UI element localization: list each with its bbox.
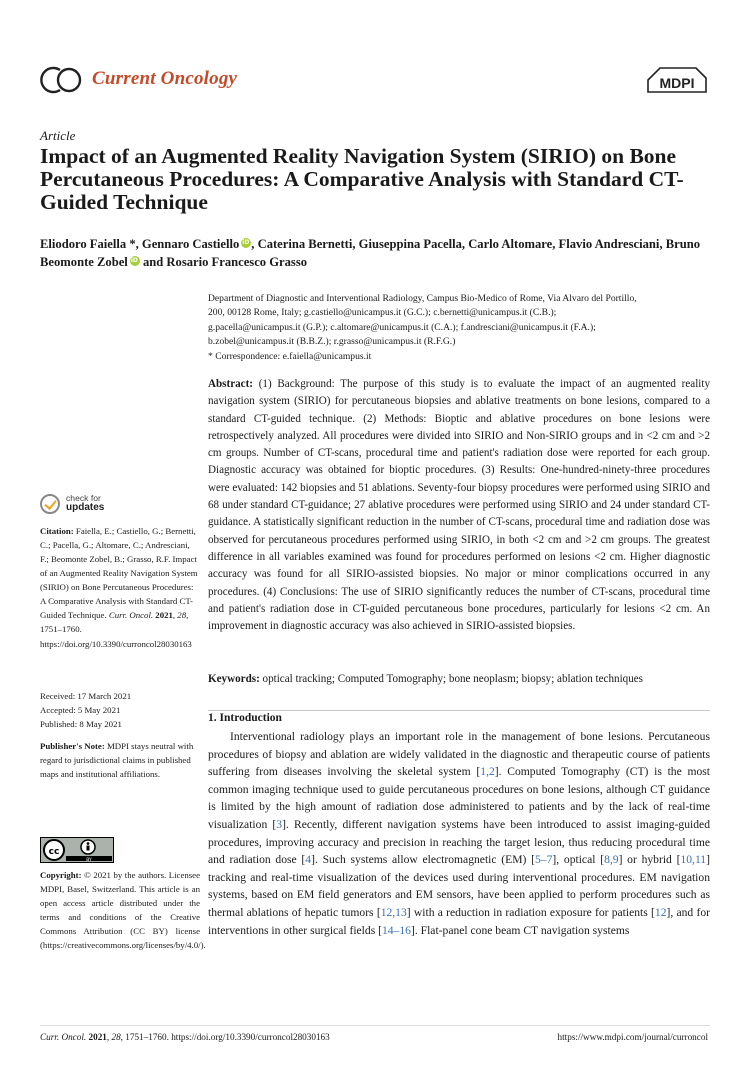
correspondence-line: * Correspondence: e.faiella@unicampus.it <box>208 350 372 362</box>
cc-by-label: BY <box>86 858 92 863</box>
author-name: Eliodoro Faiella * <box>40 237 136 251</box>
citation-doi[interactable]: , 1751–1760. https://doi.org/10.3390/curroncol28030163 <box>40 610 192 649</box>
footer-doi-link[interactable]: , 1751–1760. https://doi.org/10.3390/curroncol28030163 <box>120 1032 330 1042</box>
footer-citation: Curr. Oncol. 2021, 28, 1751–1760. https://doi.org/10.3390/curroncol28030163 <box>40 1032 330 1042</box>
copyright-text: © 2021 by the authors. Licensee MDPI, Basel, Switzerland. This article is an open access article distributed under the terms and conditions of the Creative Commons Attribution (CC BY) license (https://creativecommons.org/licenses/by/4.0/). <box>40 870 206 951</box>
svg-text:cc: cc <box>48 847 60 857</box>
author-name: Rosario Francesco Grasso <box>166 254 308 269</box>
journal-name: Current Oncology <box>92 68 238 89</box>
article-type: Article <box>40 128 76 143</box>
citation-link[interactable]: 14–16 <box>381 923 411 937</box>
footer-journal: Curr. Oncol. <box>40 1032 87 1042</box>
affiliation-line: b.zobel@unicampus.it (B.B.Z.); r.grasso@unicampus.it (R.F.G.) <box>208 336 456 348</box>
author-name: Gennaro Castiello <box>141 237 240 251</box>
abstract <box>208 376 710 635</box>
citation-link[interactable]: 5–7 <box>535 853 553 867</box>
author-name: Caterina Bernetti <box>257 237 353 251</box>
abstract-text: (1) Background: The purpose of this study is to evaluate the impact of an augmented reality navigation system (SIRIO) for percutaneous biopsies and ablative treatments on bone lesions, compared to a standard CT-guided technique. (2) Methods: Bioptic and ablative procedures on bone lesions were retrospectively analyzed. All procedures were divided into SIRIO and Non-SIRIO groups and in <2 cm and >2 cm groups. Number of CT-scans, procedural time and patient's radiation dose were reported for each group. Diagnostic accuracy was obtained for bioptic procedures. (3) Results: One-hundred-ninety-three procedures were evaluated: 142 biopsies and 51 ablations. Seventy-four biopsy procedures were performed using SIRIO and 68 under standard CT-guidance; 27 ablative procedures were performed using SIRIO and 24 under standard CT-guidance. A statistically significant reduction in the number of CT-scans, procedural time and radiation dose was observed for percutaneous procedures performed using SIRIO, in both <2 cm and >2 cm groups. The greatest difference in all variables examined was found for procedures performed on lesions <2 cm. Higher diagnostic accuracy was found for all SIRIO-assisted biopsies. No major or minor complications occurred in any procedures. (4) Conclusions: The use of SIRIO significantly reduces the number of CT-scans, procedural time and patient's radiation dose in CT-guided percutaneous bone procedures, particularly for lesions <2 cm. An improvement in diagnostic accuracy was also achieved in SIRIO-assisted biopsies. <box>208 378 710 633</box>
citation-volume: 28 <box>177 610 187 621</box>
publisher-logo-icon <box>646 66 708 94</box>
citation-year: 2021 <box>155 610 173 621</box>
citation-link[interactable]: 4 <box>305 853 312 867</box>
citation-block: Citation: Faiella, E.; Castiello, G.; Bernetti, C.; Pacella, G.; Altomare, C.; Andresciani, F.; Beomonte Zobel, B.; Grasso, R.F. Impact of an Augmented Reality Navigation System (SIRIO) on Bone Percutaneous Procedures: A Comparative Analysis with Standard CT-Guided Technique. Curr. Oncol. 2021, 28, 1751–1760. https://doi.org/10.3390/curroncol28030163 <box>40 526 198 649</box>
introduction-paragraph: Interventional radiology plays an important role in the management of bone lesions. Percutaneous procedures of biopsy and ablation are widely validated in the diagnostic and therapeutic course of patients suffering from diseases involving the skeletal system [1,2]. Computed Tomography (CT) is the most common imaging technique used to guide percutaneous procedures on bone lesions, although CT guidance is limited by the high amount of radiation dose administered to patients and by the lack of real-time visualization [3]. Recently, different navigation systems have been introduced to assist imaging-guided procedures, improving accuracy and precision in reaching the target lesion, thus reducing procedural time and radiation dose [4]. Such systems allow electromagnetic (EM) [5–7], optical [8,9] or hybrid [10,11] tracking and real-time visualization of the devices used during interventional procedures. EM navigation systems, based on EM field generators and EM sensors, have been applied to perform procedures such as thermal ablations of hepatic tumors [12,13] with a reduction in radiation exposure for patients [12], and for interventions in other surgical fields [14–16]. Flat-panel cone beam CT navigation systems <box>208 730 710 937</box>
footer-divider <box>40 1025 710 1026</box>
footer-volume: 28 <box>111 1032 121 1042</box>
author-name: Giuseppina Pacella <box>358 237 462 251</box>
citation-link[interactable]: 10,11 <box>680 853 707 867</box>
keywords-text: optical tracking; Computed Tomography; bone neoplasm; biopsy; ablation techniques <box>262 673 643 685</box>
publisher-note-text: MDPI stays neutral with regard to jurisdictional claims in published maps and institutional affiliations. <box>40 741 194 780</box>
orcid-icon[interactable] <box>241 238 251 248</box>
citation-text: Faiella, E.; Castiello, G.; Bernetti, C.; Pacella, G.; Altomare, C.; Andresciani, F.; Beomonte Zobel, B.; Grasso, R.F. Impact of an Augmented Reality Navigation System (SIRIO) on Bone Percutaneous Procedures: A Comparative Analysis with Standard CT-Guided Technique. <box>40 526 198 621</box>
keywords-label: Keywords: <box>208 673 260 685</box>
section-divider <box>208 710 710 711</box>
publisher-note-label: Publisher's Note: <box>40 741 105 751</box>
cc-by-license-icon[interactable] <box>40 837 114 863</box>
citation-journal: Curr. Oncol. <box>108 610 154 621</box>
check-for-updates-button[interactable] <box>40 494 160 518</box>
received-date: Received: 17 March 2021 <box>40 691 132 701</box>
author-name: Bruno Beomonte Zobel <box>40 237 701 269</box>
citation-link[interactable]: 3 <box>276 818 283 832</box>
citation-label: Citation: <box>40 526 74 536</box>
affiliations <box>208 292 718 364</box>
check-updates-label: check for updates <box>66 493 105 514</box>
copyright-block <box>40 868 206 952</box>
section-heading: 1. Introduction <box>208 712 282 724</box>
introduction-body <box>208 728 710 939</box>
publisher-name: MDPI <box>659 75 695 91</box>
footer-journal-url[interactable]: https://www.mdpi.com/journal/curroncol <box>557 1032 708 1042</box>
author-list: Eliodoro Faiella *, Gennaro CastielloiD , Caterina Bernetti, Giuseppina Pacella, Carlo Altomare, Flavio Andresciani, Bruno Beomonte ZobeliD and Rosario Francesco Grasso <box>40 236 720 272</box>
affiliation-line: Department of Diagnostic and Interventional Radiology, Campus Bio-Medico of Rome, Via Alvaro del Portillo, <box>208 293 637 304</box>
article-title: Impact of an Augmented Reality Navigation System (SIRIO) on Bone Percutaneous Procedures: A Comparative Analysis with Standard CT-Guided Technique <box>40 144 684 214</box>
accepted-date: Accepted: 5 May 2021 <box>40 705 121 716</box>
author-name: Flavio Andresciani <box>558 237 660 251</box>
citation-link[interactable]: 1,2 <box>480 765 495 779</box>
citation-link[interactable]: 12,13 <box>380 906 407 920</box>
copyright-label: Copyright: <box>40 870 82 880</box>
publisher-note <box>40 739 200 781</box>
abstract-label: Abstract: <box>208 378 253 390</box>
orcid-icon[interactable] <box>130 256 140 266</box>
citation-link[interactable]: 12 <box>654 906 667 920</box>
check-updates-icon <box>40 494 60 514</box>
footer-year: 2021 <box>88 1032 107 1042</box>
keywords <box>208 673 718 685</box>
affiliation-line: g.pacella@unicampus.it (G.P.); c.altomare@unicampus.it (C.A.); f.andresciani@unicampus.it (F.A.); <box>208 321 596 333</box>
citation-link[interactable]: 8,9 <box>604 853 619 867</box>
published-date: Published: 8 May 2021 <box>40 719 122 730</box>
journal-logo-icon <box>40 64 84 96</box>
publication-dates <box>40 689 200 731</box>
affiliation-line: 200, 00128 Rome, Italy; g.castiello@unicampus.it (G.C.); c.bernetti@unicampus.it (C.B.); <box>208 307 557 319</box>
author-name: Carlo Altomare <box>468 237 553 251</box>
